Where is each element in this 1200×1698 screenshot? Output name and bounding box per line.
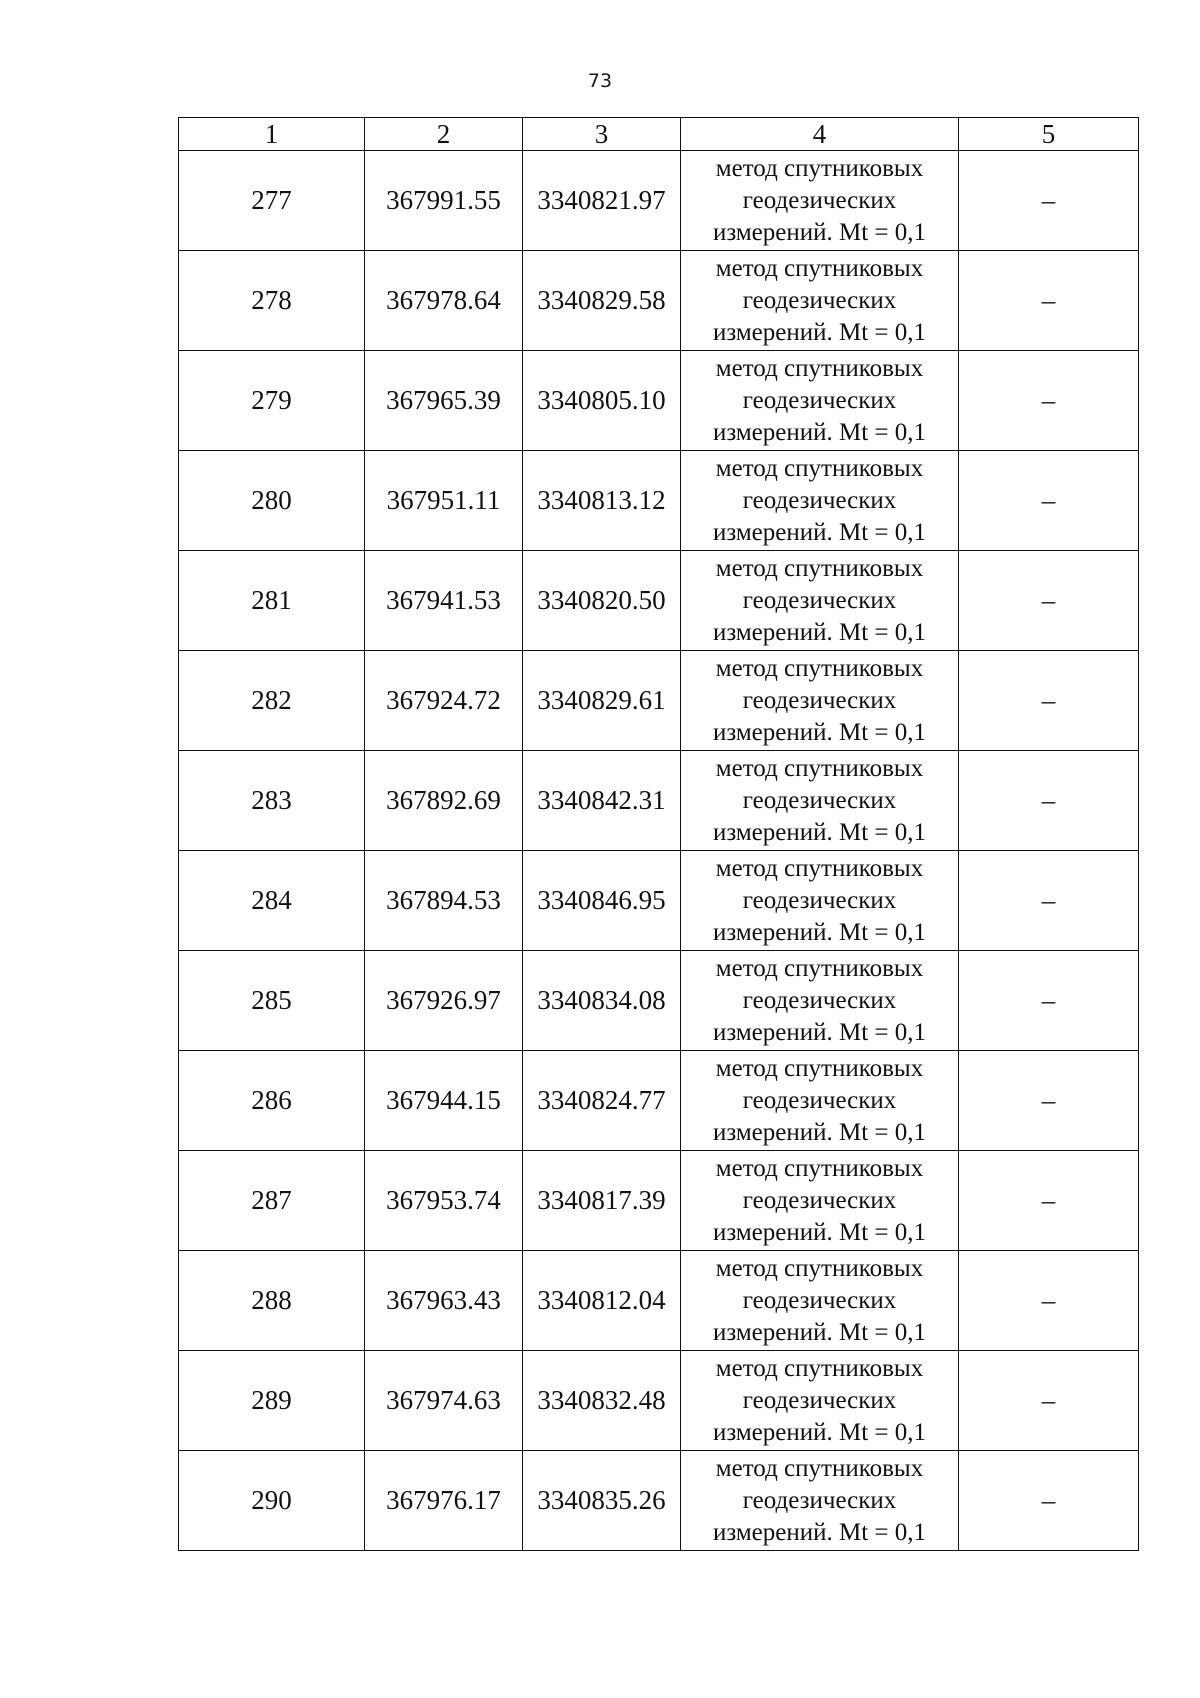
method-cell: метод спутниковых геодезических измерений. Mt = 0,1 — [681, 551, 959, 651]
table-row — [179, 1051, 1139, 1151]
y-coordinate-cell: 3340813.12 — [523, 451, 681, 551]
col5-cell: – — [959, 1451, 1139, 1551]
method-cell: метод спутниковых геодезических измерений. Mt = 0,1 — [681, 151, 959, 251]
y-coordinate-cell: 3340824.77 — [523, 1051, 681, 1151]
y-coordinate-cell: 3340817.39 — [523, 1151, 681, 1251]
col5-cell: – — [959, 1151, 1139, 1251]
col5-cell: – — [959, 251, 1139, 351]
point-number-cell: 288 — [179, 1251, 365, 1351]
y-coordinate-cell: 3340820.50 — [523, 551, 681, 651]
table-row — [179, 1351, 1139, 1451]
point-number-cell: 286 — [179, 1051, 365, 1151]
col5-cell: – — [959, 1251, 1139, 1351]
y-coordinate-cell: 3340842.31 — [523, 751, 681, 851]
col5-cell: – — [959, 951, 1139, 1051]
method-cell: метод спутниковых геодезических измерений. Mt = 0,1 — [681, 1051, 959, 1151]
y-coordinate-cell: 3340829.58 — [523, 251, 681, 351]
x-coordinate-cell: 367978.64 — [365, 251, 523, 351]
method-cell: метод спутниковых геодезических измерений. Mt = 0,1 — [681, 1151, 959, 1251]
table-row — [179, 751, 1139, 851]
col5-cell: – — [959, 151, 1139, 251]
table-row — [179, 851, 1139, 951]
column-header: 3 — [523, 118, 681, 151]
col5-cell: – — [959, 651, 1139, 751]
x-coordinate-cell: 367965.39 — [365, 351, 523, 451]
coordinates-table — [178, 117, 1139, 1551]
table-row — [179, 551, 1139, 651]
point-number-cell: 289 — [179, 1351, 365, 1451]
x-coordinate-cell: 367926.97 — [365, 951, 523, 1051]
column-header: 4 — [681, 118, 959, 151]
point-number-cell: 278 — [179, 251, 365, 351]
y-coordinate-cell: 3340835.26 — [523, 1451, 681, 1551]
y-coordinate-cell: 3340834.08 — [523, 951, 681, 1051]
method-cell: метод спутниковых геодезических измерений. Mt = 0,1 — [681, 1451, 959, 1551]
col5-cell: – — [959, 1051, 1139, 1151]
x-coordinate-cell: 367941.53 — [365, 551, 523, 651]
table-row — [179, 1251, 1139, 1351]
x-coordinate-cell: 367944.15 — [365, 1051, 523, 1151]
method-cell: метод спутниковых геодезических измерений. Mt = 0,1 — [681, 251, 959, 351]
table-row — [179, 651, 1139, 751]
table-row — [179, 251, 1139, 351]
table-row — [179, 351, 1139, 451]
point-number-cell: 279 — [179, 351, 365, 451]
x-coordinate-cell: 367894.53 — [365, 851, 523, 951]
col5-cell: – — [959, 451, 1139, 551]
method-cell: метод спутниковых геодезических измерений. Mt = 0,1 — [681, 1351, 959, 1451]
point-number-cell: 283 — [179, 751, 365, 851]
method-cell: метод спутниковых геодезических измерений. Mt = 0,1 — [681, 651, 959, 751]
x-coordinate-cell: 367963.43 — [365, 1251, 523, 1351]
page-number: 73 — [587, 70, 613, 92]
y-coordinate-cell: 3340812.04 — [523, 1251, 681, 1351]
column-header: 2 — [365, 118, 523, 151]
x-coordinate-cell: 367924.72 — [365, 651, 523, 751]
method-cell: метод спутниковых геодезических измерений. Mt = 0,1 — [681, 351, 959, 451]
y-coordinate-cell: 3340829.61 — [523, 651, 681, 751]
x-coordinate-cell: 367892.69 — [365, 751, 523, 851]
y-coordinate-cell: 3340821.97 — [523, 151, 681, 251]
point-number-cell: 280 — [179, 451, 365, 551]
col5-cell: – — [959, 551, 1139, 651]
x-coordinate-cell: 367976.17 — [365, 1451, 523, 1551]
method-cell: метод спутниковых геодезических измерений. Mt = 0,1 — [681, 851, 959, 951]
y-coordinate-cell: 3340832.48 — [523, 1351, 681, 1451]
table-row — [179, 1451, 1139, 1551]
point-number-cell: 282 — [179, 651, 365, 751]
table-row — [179, 1151, 1139, 1251]
table-header-row — [179, 118, 1139, 151]
col5-cell: – — [959, 851, 1139, 951]
table-row — [179, 151, 1139, 251]
y-coordinate-cell: 3340805.10 — [523, 351, 681, 451]
table-row — [179, 951, 1139, 1051]
y-coordinate-cell: 3340846.95 — [523, 851, 681, 951]
x-coordinate-cell: 367974.63 — [365, 1351, 523, 1451]
method-cell: метод спутниковых геодезических измерений. Mt = 0,1 — [681, 1251, 959, 1351]
method-cell: метод спутниковых геодезических измерений. Mt = 0,1 — [681, 951, 959, 1051]
method-cell: метод спутниковых геодезических измерений. Mt = 0,1 — [681, 751, 959, 851]
point-number-cell: 277 — [179, 151, 365, 251]
point-number-cell: 290 — [179, 1451, 365, 1551]
column-header: 1 — [179, 118, 365, 151]
point-number-cell: 285 — [179, 951, 365, 1051]
point-number-cell: 284 — [179, 851, 365, 951]
col5-cell: – — [959, 751, 1139, 851]
column-header: 5 — [959, 118, 1139, 151]
point-number-cell: 281 — [179, 551, 365, 651]
method-cell: метод спутниковых геодезических измерений. Mt = 0,1 — [681, 451, 959, 551]
x-coordinate-cell: 367953.74 — [365, 1151, 523, 1251]
x-coordinate-cell: 367991.55 — [365, 151, 523, 251]
point-number-cell: 287 — [179, 1151, 365, 1251]
x-coordinate-cell: 367951.11 — [365, 451, 523, 551]
col5-cell: – — [959, 1351, 1139, 1451]
col5-cell: – — [959, 351, 1139, 451]
table-row — [179, 451, 1139, 551]
